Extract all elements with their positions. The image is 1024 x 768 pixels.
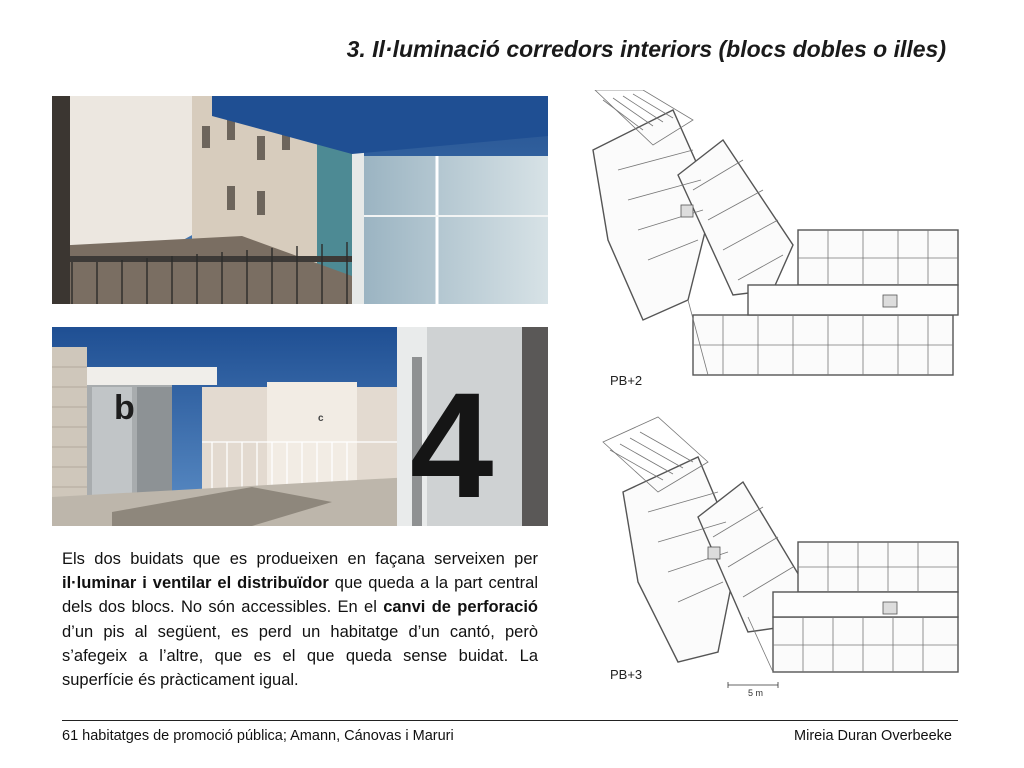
floor-plan-pb3 — [598, 402, 968, 702]
floor-plan-pb2 — [583, 90, 968, 390]
floor-label-pb2: PB+2 — [610, 373, 643, 388]
floor-label-pb3: PB+3 — [610, 667, 643, 682]
sign-number-4: 4 — [410, 361, 494, 526]
footer-author: Mireia Duran Overbeeke — [794, 728, 952, 744]
photo-corridor-courtyard — [52, 96, 548, 304]
footer-project-title: 61 habitatges de promoció pública; Amann, Cánovas i Maruri — [62, 728, 454, 744]
sign-letter-c: c — [318, 413, 324, 424]
footer-divider — [62, 720, 958, 721]
photo-entrance-hall — [52, 327, 548, 526]
body-paragraph: Els dos buidats que es produeixen en façana serveixen per il·luminar i ventilar el distribuïdor que queda a la part central dels dos blocs. No són accessibles. En el canvi de perforació d’un pis al següent, es perd un habitatge d’un cantó, però s’afegeix a l’altre, que es el que queda sense buidat. La superfície és pràcticament igual. — [62, 550, 538, 690]
slide-title: 3. Il·luminació corredors interiors (blocs dobles o illes) — [346, 36, 946, 62]
sign-letter-b: b — [114, 389, 135, 427]
scale-bar-label: 5 m — [748, 688, 764, 698]
